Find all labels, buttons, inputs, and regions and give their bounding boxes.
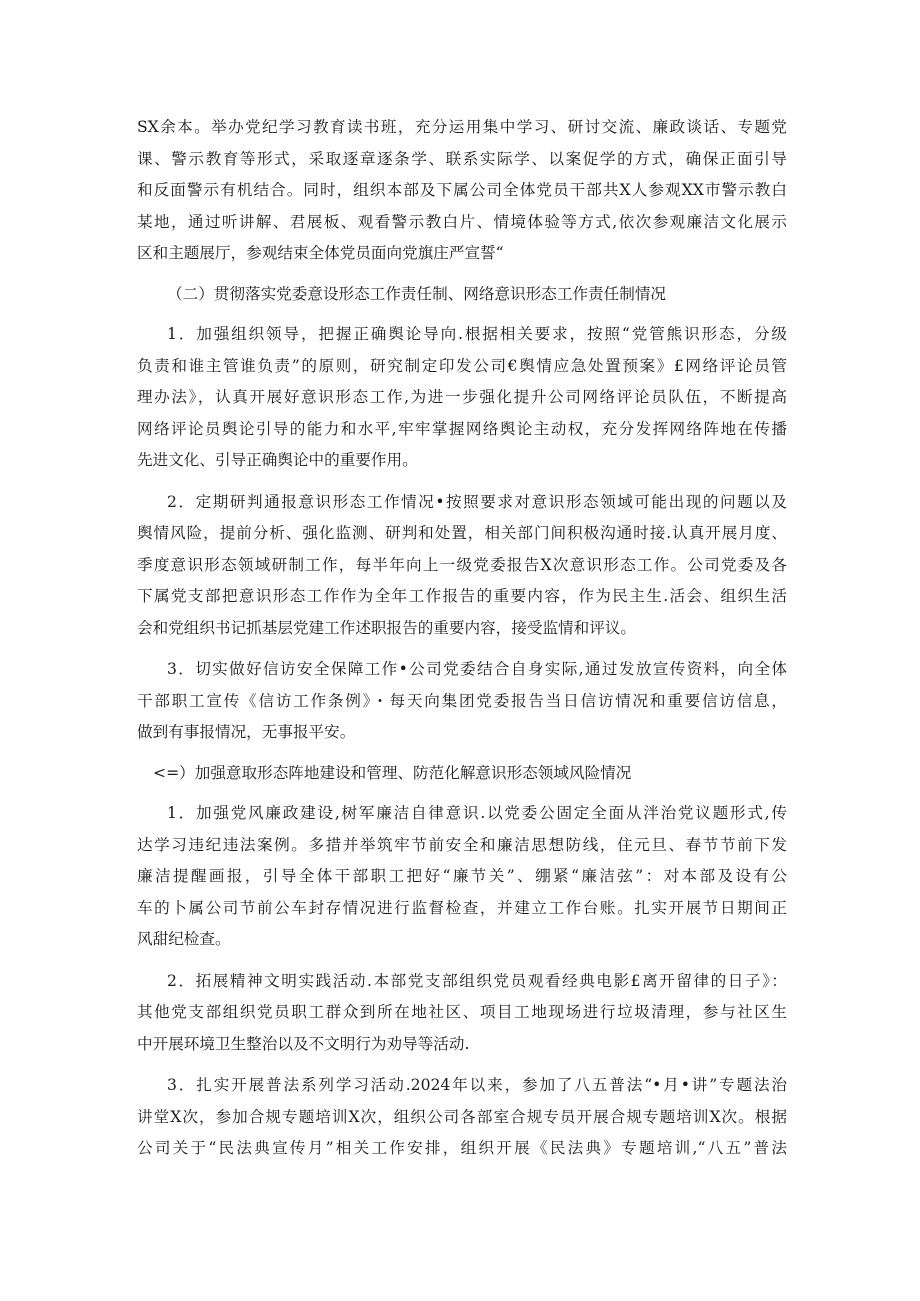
text-line: 负责和谁主管谁负责”的原则，研究制定印发公司€舆情应急处置预案》£网络评论员管: [137, 356, 787, 375]
text-line: 先进文化、引导正确舆论中的重要作用。: [137, 451, 418, 469]
text-line: 1．加强组织领导，把握正确舆论导向.根据相关要求，按照“党管熊识形态，分级: [167, 325, 787, 343]
text-line: 某地，通过听讲解、君展板、观看警示教白片、情境体验等方式,依次参观廉洁文化展示: [137, 212, 787, 231]
text-line: 风甜纪检查。: [137, 930, 231, 948]
text-line: 廉洁提醒画报，引导全体干部职工把好“廉节关”、绷紧“廉洁弦”：对本部及设有公: [137, 867, 787, 885]
text-line: 季度意识形态领域研制工作，每半年向上一级党委报告X次意识形态工作。公司党委及各: [137, 555, 787, 574]
paragraph-item-2-2: [137, 487, 787, 645]
paragraph-item-2-1: [137, 319, 787, 477]
text-line: 干部职工宣传《信访工作条例》・每天向集团党委报告当日信访情况和重要信访信息，: [137, 691, 787, 710]
text-line: 理办法》，认真开展好意识形态工作,为进一步强化提升公司网络评论员队伍，不断提高: [137, 388, 787, 406]
text-line: 其他党支部组织党员职工群众到所在地社区、项目工地现场进行垃圾清理，参与社区生: [137, 1003, 787, 1021]
text-line: 做到有事报情况，无事报平安。: [137, 723, 356, 741]
text-line: 课、警示教育等形式，采取逐章逐条学、联系实际学、以案促学的方式，确保正面引导: [137, 149, 787, 168]
text-line: 讲堂X次，参加合规专题培训X次，组织公司各部室合规专员开展合规专题培训X次。根据: [137, 1107, 787, 1126]
text-line: 区和主题展厅，参观结束全体党员面向党旗庄严宣誓“: [137, 244, 504, 262]
text-line: 1．加强党风廉政建设,树军廉洁自律意识.以党委公固定全面从泮治党议题形式,传: [167, 804, 787, 822]
text-line: 下属党支部把意识形态工作作为全年工作报告的重要内容，作为民主生.活会、组织生活: [137, 587, 787, 605]
paragraph-intro: [137, 112, 787, 270]
text-line: 和反面警示有机结合。同时，组织本部及下属公司全体党员干部共X人参观XX市警示教白: [137, 181, 787, 199]
paragraph-item-2-3: [137, 654, 787, 749]
text-line: 网络评论员舆论引导的能力和水平,牢牢掌握网络舆论主动权，充分发挥网络阵地在传播: [137, 419, 787, 438]
text-line: 3．切实做好信访安全保障工作•公司党委结合自身实际,通过发放宣传资料，向全体: [167, 660, 787, 678]
text-line: 2．定期研判通报意识形态工作情况•按照要求对意识形态领域可能出现的问题以及: [167, 492, 787, 511]
section-heading-2: （二）贯彻落实党委意设形态工作责任制、网络意识形态工作责任制情况: [167, 284, 667, 303]
text-line: 3．扎实开展普法系列学习活动.2024年以来，参加了八五普法“•月•讲”专题法治: [167, 1076, 787, 1094]
document-page: [137, 112, 787, 1165]
paragraph-item-3-1: [137, 798, 787, 956]
paragraph-item-3-3: [137, 1070, 787, 1165]
text-line: 会和党组织书记抓基层党建工作述职报告的重要内容，接受监情和评议。: [137, 618, 637, 637]
text-line: 公司关于“民法典宣传月”相关工作安排，组织开展《民法典》专题培训,“八五”普法: [137, 1139, 787, 1157]
text-line: 中开展环境卫生整治以及不文明行为劝导等活动.: [137, 1034, 470, 1053]
text-line: 车的卜属公司节前公车封存情况进行监督检查，并建立工作台账。扎实开展节日期间正: [137, 898, 787, 917]
text-line: 2．拓展精神文明实践活动.本部党支部组织党员观看经典电影£离开留律的日子》：: [167, 971, 787, 990]
paragraph-item-3-2: [137, 966, 787, 1061]
text-line: 达学习违纪违法案例。多措并举筑牢节前安全和廉洁思想防线，住元旦、春节节前下发: [137, 835, 787, 854]
text-line: 舆情风险，提前分析、强化监测、研判和处置，相关部门间积极沟通时接.认真开展月度、: [137, 524, 787, 542]
section-heading-3: <=）加强意取形态阵地建设和管理、防范化解意识形态领域风险情况: [153, 763, 632, 782]
text-line: SX余本。举办党纪学习教育读书班，充分运用集中学习、研讨交流、廉政谈话、专题党: [137, 118, 787, 136]
